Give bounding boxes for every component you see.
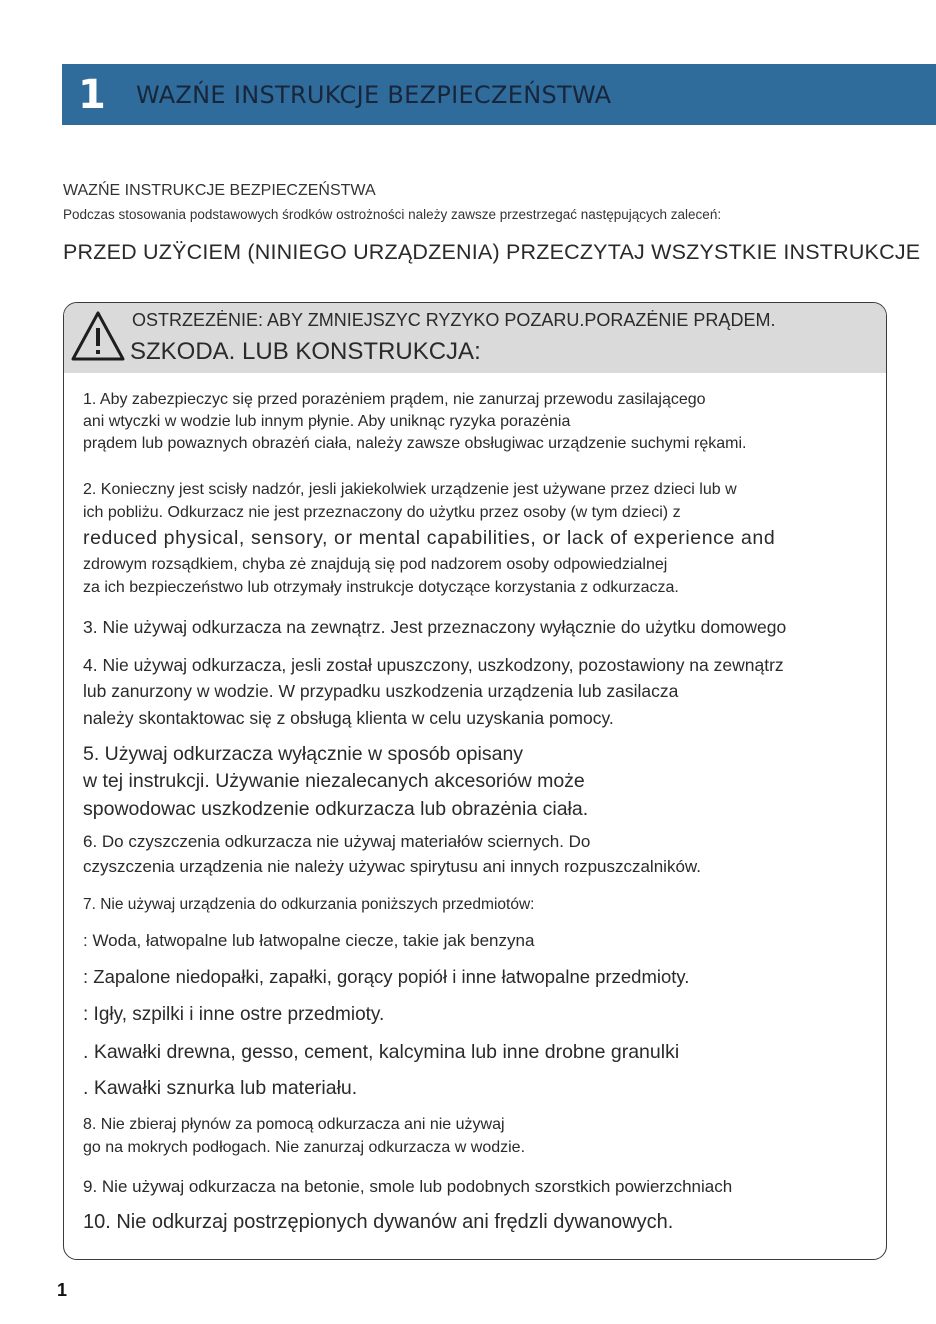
instruction-line: za ich bezpieczeństwo lub otrzymały instrukcje dotyczące korzystania z odkurzacza. bbox=[83, 578, 679, 596]
instruction-10 bbox=[83, 1209, 673, 1237]
instruction-line: 8. Nie zbieraj płynów za pomocą odkurzacza ani nie używaj bbox=[83, 1116, 505, 1133]
section-title: WAZŃE INSTRUKCJE BEZPIECZEŃSTWA bbox=[136, 80, 612, 109]
instruction-line: w tej instrukcji. Używanie niezalecanych akcesoriów może bbox=[83, 770, 585, 793]
read-all-instructions: PRZED UZŸCIEM (NINIEGO URZĄDZENIA) PRZECZYTAJ WSZYSTKIE INSTRUKCJE bbox=[63, 240, 921, 264]
instruction-line: czyszczenia urządzenia nie należy używac spirytusu ani innych rozpuszczalników. bbox=[83, 856, 701, 876]
section-header-band bbox=[62, 64, 936, 125]
list-item: . Kawałki drewna, gesso, cement, kalcymina lub inne drobne granulki bbox=[83, 1041, 680, 1063]
instruction-line: należy skontaktowac się z obsługą klienta w celu uzyskania pomocy. bbox=[83, 707, 614, 728]
list-item: : Woda, łatwopalne lub łatwopalne ciecze, takie jak benzyna bbox=[83, 931, 535, 950]
section-number: 1 bbox=[78, 71, 106, 118]
page-number: 1 bbox=[57, 1280, 68, 1300]
instruction-5 bbox=[83, 741, 588, 823]
warning-line-2: SZKODA. LUB KONSTRUKCJA: bbox=[130, 338, 481, 365]
instruction-line: reduced physical, sensory, or mental capabilities, or lack of experience and bbox=[83, 527, 776, 550]
instruction-9 bbox=[83, 1175, 732, 1198]
warning-header bbox=[64, 303, 886, 373]
instruction-line: 6. Do czyszczenia odkurzacza nie używaj materiałów sciernych. Do bbox=[83, 832, 591, 851]
instruction-line: 9. Nie używaj odkurzacza na betonie, smole lub podobnych szorstkich powierzchniach bbox=[83, 1177, 733, 1196]
intro-title: WAZŃE INSTRUKCJE BEZPIECZEŃSTWA bbox=[63, 182, 376, 199]
instruction-line: 2. Konieczny jest scisły nadzór, jesli jakiekolwiek urządzenie jest używane przez dzieci lub w bbox=[83, 481, 737, 498]
instruction-8 bbox=[83, 1113, 525, 1159]
list-item: . Kawałki sznurka lub materiału. bbox=[83, 1077, 358, 1099]
list-item: : Igły, szpilki i inne ostre przedmioty. bbox=[83, 1004, 385, 1025]
instruction-line: ich pobliżu. Odkurzacz nie jest przeznaczony do użytku przez osoby (w tym dzieci) z bbox=[83, 504, 681, 522]
instruction-line: prądem lub powaznych obrazėń ciała, należy zawsze obsługiwac urządzenie suchymi rękami. bbox=[83, 435, 747, 453]
instruction-7 bbox=[83, 894, 534, 915]
intro-text: Podczas stosowania podstawowych środków ostrożności należy zawsze przestrzegać następujących zaleceń: bbox=[63, 207, 722, 222]
instruction-line: 7. Nie używaj urządzenia do odkurzania poniższych przedmiotów: bbox=[83, 896, 535, 913]
list-item: : Zapalone niedopałki, zapałki, gorący popiół i inne łatwopalne przedmioty. bbox=[83, 966, 690, 987]
instruction-1 bbox=[83, 389, 746, 455]
instruction-2 bbox=[83, 478, 775, 599]
warning-triangle-icon bbox=[70, 310, 126, 362]
warning-line-1: OSTRZEZĖNIE: ABY ZMNIEJSZYC RYZYKO POZARU.PORAZĖNIE PRĄDEM. bbox=[132, 310, 776, 330]
instruction-line: 1. Aby zabezpieczyc się przed porazėniem prądem, nie zanurzaj przewodu zasilającego bbox=[83, 391, 706, 408]
instruction-line: zdrowym rozsądkiem, chyba zė znajdują się pod nadzorem osoby odpowiedzialnej bbox=[83, 555, 668, 573]
instruction-line: lub zanurzony w wodzie. W przypadku uszkodzenia urządzenia lub zasilacza bbox=[83, 681, 679, 702]
instruction-3 bbox=[83, 615, 786, 639]
instruction-line: 10. Nie odkurzaj postrzępionych dywanów ani frędzli dywanowych. bbox=[83, 1211, 674, 1233]
instruction-line: go na mokrych podłogach. Nie zanurzaj odkurzacza w wodzie. bbox=[83, 1139, 526, 1157]
instruction-4 bbox=[83, 652, 784, 731]
instruction-line: 4. Nie używaj odkurzacza, jesli został upuszczony, uszkodzony, pozostawiony na zewnątrz bbox=[83, 655, 784, 675]
instruction-line: ani wtyczki w wodzie lub innym płynie. Aby uniknąc ryzyka porazėnia bbox=[83, 413, 571, 431]
instruction-line: 3. Nie używaj odkurzacza na zewnątrz. Jest przeznaczony wyłącznie do użytku domowego bbox=[83, 617, 787, 637]
instruction-line: spowodowac uszkodzenie odkurzacza lub obrazėnia ciała. bbox=[83, 797, 589, 820]
instruction-line: 5. Używaj odkurzacza wyłącznie w sposób opisany bbox=[83, 743, 524, 765]
instruction-6 bbox=[83, 830, 701, 880]
